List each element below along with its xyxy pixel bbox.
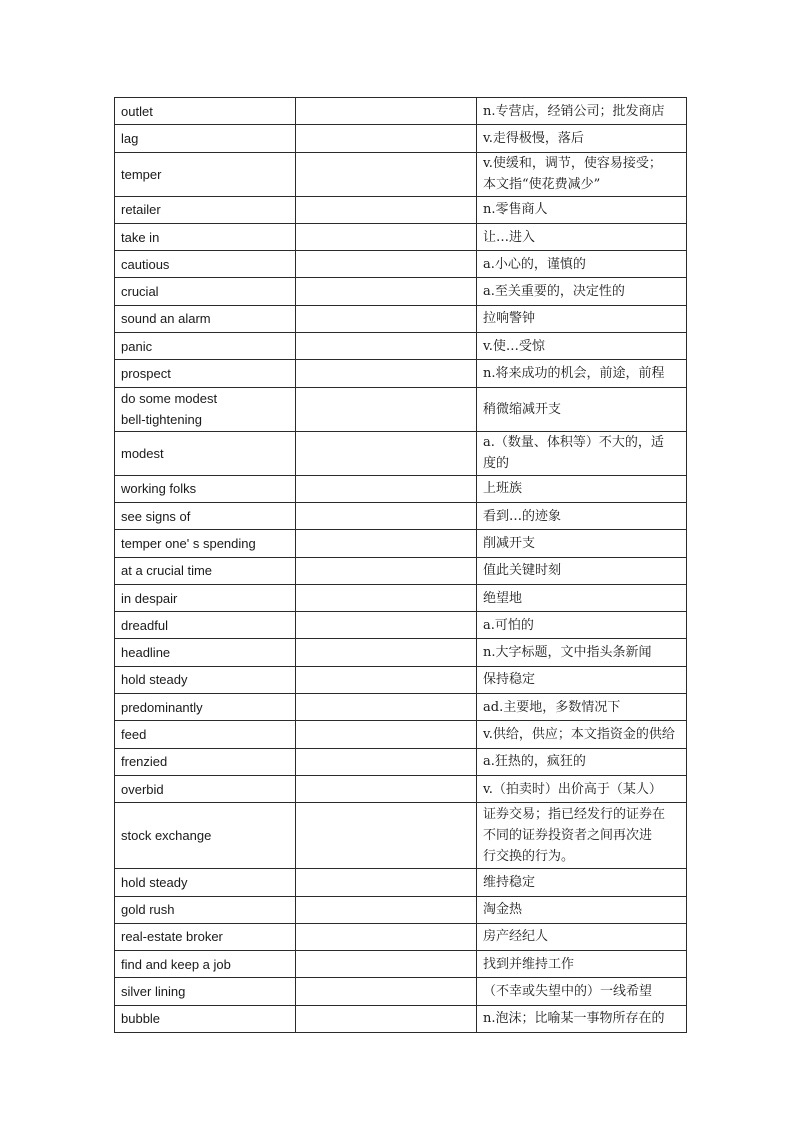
definition-cell [477,721,687,748]
definition-cell-line: n.专营店，经销公司；批发商店 [483,103,665,119]
term-cell [115,557,296,584]
definition-cell [477,502,687,529]
term-cell [115,223,296,250]
term-cell-line: stock exchange [121,828,212,844]
term-cell [115,152,296,196]
term-cell [115,251,296,278]
note-cell [296,152,477,196]
definition-cell-line: 绝望地 [483,590,523,606]
term-cell-line: temper [121,166,162,182]
definition-cell-line: v.供给，供应；本文指资金的供给 [483,726,675,742]
definition-cell-line: v.使缓和，调节，使容易接受； [483,156,662,172]
term-cell-line: real-estate broker [121,929,223,945]
note-cell [296,387,477,431]
term-cell [115,612,296,639]
definition-cell [477,923,687,950]
table-row [115,278,687,305]
table-row [115,431,687,475]
term-cell [115,387,296,431]
term-cell [115,694,296,721]
definition-cell-line: ad.主要地，多数情况下 [483,699,621,715]
term-cell-line: retailer [121,202,161,218]
definition-cell [477,125,687,152]
term-cell [115,333,296,360]
definition-cell-line: a.小心的，谨慎的 [483,256,586,272]
table-row [115,360,687,387]
definition-cell [477,360,687,387]
table-row [115,502,687,529]
note-cell [296,196,477,223]
definition-cell-line: 看到…的迹象 [483,508,562,524]
definition-cell [477,251,687,278]
definition-cell-line: 稍微缩减开支 [483,401,562,417]
term-cell [115,502,296,529]
term-cell [115,803,296,869]
definition-cell [477,305,687,332]
definition-cell [477,387,687,431]
note-cell [296,98,477,125]
term-cell [115,125,296,152]
term-cell-line: lag [121,130,139,146]
term-cell-line: in despair [121,590,178,606]
term-cell [115,196,296,223]
definition-cell [477,196,687,223]
table-row [115,748,687,775]
table-row [115,251,687,278]
definition-cell-line: n.泡沫；比喻某一事物所存在的 [483,1011,665,1027]
definition-cell-line: 度的 [483,456,510,472]
term-cell-line: prospect [121,366,171,382]
term-cell [115,305,296,332]
note-cell [296,584,477,611]
definition-cell [477,557,687,584]
term-cell-line: at a crucial time [121,563,213,579]
definition-cell-line: 拉响警钟 [483,311,536,327]
term-cell [115,748,296,775]
definition-cell-line: 本文指“使花费减少” [483,177,601,193]
definition-cell [477,803,687,869]
note-cell [296,721,477,748]
definition-cell-line: n.将来成功的机会，前途，前程 [483,366,665,382]
term-cell [115,666,296,693]
note-cell [296,475,477,502]
definition-cell [477,98,687,125]
note-cell [296,251,477,278]
definition-cell [477,223,687,250]
vocabulary-table [114,97,687,1033]
definition-cell [477,896,687,923]
definition-cell [477,431,687,475]
definition-cell-line: a.可怕的 [483,617,534,633]
term-cell [115,584,296,611]
definition-cell-line: v.使…受惊 [483,338,545,354]
definition-cell [477,951,687,978]
table-row [115,333,687,360]
term-cell-line: gold rush [121,902,175,918]
term-cell-line: hold steady [121,672,188,688]
term-cell-line: find and keep a job [121,956,231,972]
definition-cell [477,584,687,611]
definition-cell [477,639,687,666]
definition-cell-line: a.狂热的，疯狂的 [483,754,586,770]
note-cell [296,333,477,360]
definition-cell [477,612,687,639]
definition-cell-line: n.零售商人 [483,202,548,218]
definition-cell-line: 行交换的行为。 [483,849,575,865]
note-cell [296,923,477,950]
definition-cell [477,666,687,693]
definition-cell [477,530,687,557]
definition-cell [477,694,687,721]
table-row [115,196,687,223]
definition-cell-line: n.大字标题，文中指头条新闻 [483,645,652,661]
term-cell [115,530,296,557]
term-cell-line: frenzied [121,754,168,770]
term-cell [115,278,296,305]
definition-cell-line: 削减开支 [483,535,536,551]
term-cell [115,639,296,666]
table-row [115,923,687,950]
note-cell [296,978,477,1005]
term-cell-line: temper one' s spending [121,535,256,551]
term-cell-line: cautious [121,256,170,272]
note-cell [296,748,477,775]
definition-cell [477,475,687,502]
term-cell-line: panic [121,338,153,354]
table-row [115,152,687,196]
term-cell [115,431,296,475]
note-cell [296,951,477,978]
table-row [115,775,687,802]
definition-cell-line: 上班族 [483,481,523,497]
definition-cell [477,978,687,1005]
note-cell [296,694,477,721]
term-cell-line: headline [121,645,171,661]
definition-cell-line: 不同的证券投资者之间再次进 [483,828,653,844]
term-cell-line: dreadful [121,617,168,633]
note-cell [296,1005,477,1032]
table-row [115,1005,687,1032]
note-cell [296,278,477,305]
note-cell [296,360,477,387]
table-row [115,639,687,666]
term-cell [115,896,296,923]
definition-cell [477,152,687,196]
table-row [115,98,687,125]
definition-cell [477,775,687,802]
term-cell [115,978,296,1005]
table-row [115,612,687,639]
term-cell-line: bell-tightening [121,412,202,428]
term-cell-line: take in [121,229,160,245]
definition-cell-line: v.走得极慢，落后 [483,130,584,146]
definition-cell-line: 证券交易；指已经发行的证券在 [483,807,666,823]
definition-cell-line: 让…进入 [483,229,536,245]
term-cell-line: predominantly [121,699,203,715]
term-cell-line: crucial [121,284,159,300]
definition-cell-line: 找到并维持工作 [483,956,575,972]
table-row [115,721,687,748]
table-row [115,694,687,721]
table-row [115,869,687,896]
note-cell [296,431,477,475]
term-cell-line: see signs of [121,508,191,524]
note-cell [296,502,477,529]
table-row [115,584,687,611]
definition-cell-line: 房产经纪人 [483,929,549,945]
definition-cell [477,869,687,896]
table-row [115,305,687,332]
note-cell [296,896,477,923]
definition-cell [477,1005,687,1032]
term-cell-line: feed [121,726,147,742]
table-row [115,557,687,584]
term-cell [115,1005,296,1032]
definition-cell-line: 维持稳定 [483,874,536,890]
table-row [115,530,687,557]
note-cell [296,223,477,250]
term-cell-line: working folks [121,481,197,497]
note-cell [296,125,477,152]
table-row [115,387,687,431]
note-cell [296,530,477,557]
definition-cell [477,333,687,360]
term-cell [115,869,296,896]
term-cell-line: do some modest [121,391,218,407]
definition-cell-line: 淘金热 [483,902,523,918]
note-cell [296,557,477,584]
table-row [115,951,687,978]
table-row [115,978,687,1005]
definition-cell-line: （不幸或失望中的）一线希望 [483,984,653,1000]
note-cell [296,803,477,869]
table-row [115,896,687,923]
definition-cell-line: a.至关重要的，决定性的 [483,284,625,300]
definition-cell-line: v.（拍卖时）出价高于（某人） [483,781,662,797]
term-cell [115,360,296,387]
term-cell-line: sound an alarm [121,311,211,327]
term-cell [115,775,296,802]
term-cell-line: overbid [121,781,164,797]
note-cell [296,775,477,802]
term-cell-line: hold steady [121,874,188,890]
note-cell [296,639,477,666]
definition-cell-line: 保持稳定 [483,672,536,688]
vocabulary-table-body [115,98,687,1033]
term-cell-line: outlet [121,103,153,119]
term-cell [115,98,296,125]
term-cell [115,951,296,978]
note-cell [296,666,477,693]
note-cell [296,612,477,639]
definition-cell [477,278,687,305]
table-row [115,223,687,250]
definition-cell [477,748,687,775]
term-cell [115,475,296,502]
term-cell [115,721,296,748]
table-row [115,125,687,152]
note-cell [296,305,477,332]
term-cell [115,923,296,950]
term-cell-line: bubble [121,1011,161,1027]
note-cell [296,869,477,896]
table-row [115,666,687,693]
table-row [115,803,687,869]
term-cell-line: modest [121,445,164,461]
definition-cell-line: a.（数量、体积等）不大的，适 [483,435,664,451]
table-row [115,475,687,502]
term-cell-line: silver lining [121,984,186,1000]
definition-cell-line: 值此关键时刻 [483,563,562,579]
